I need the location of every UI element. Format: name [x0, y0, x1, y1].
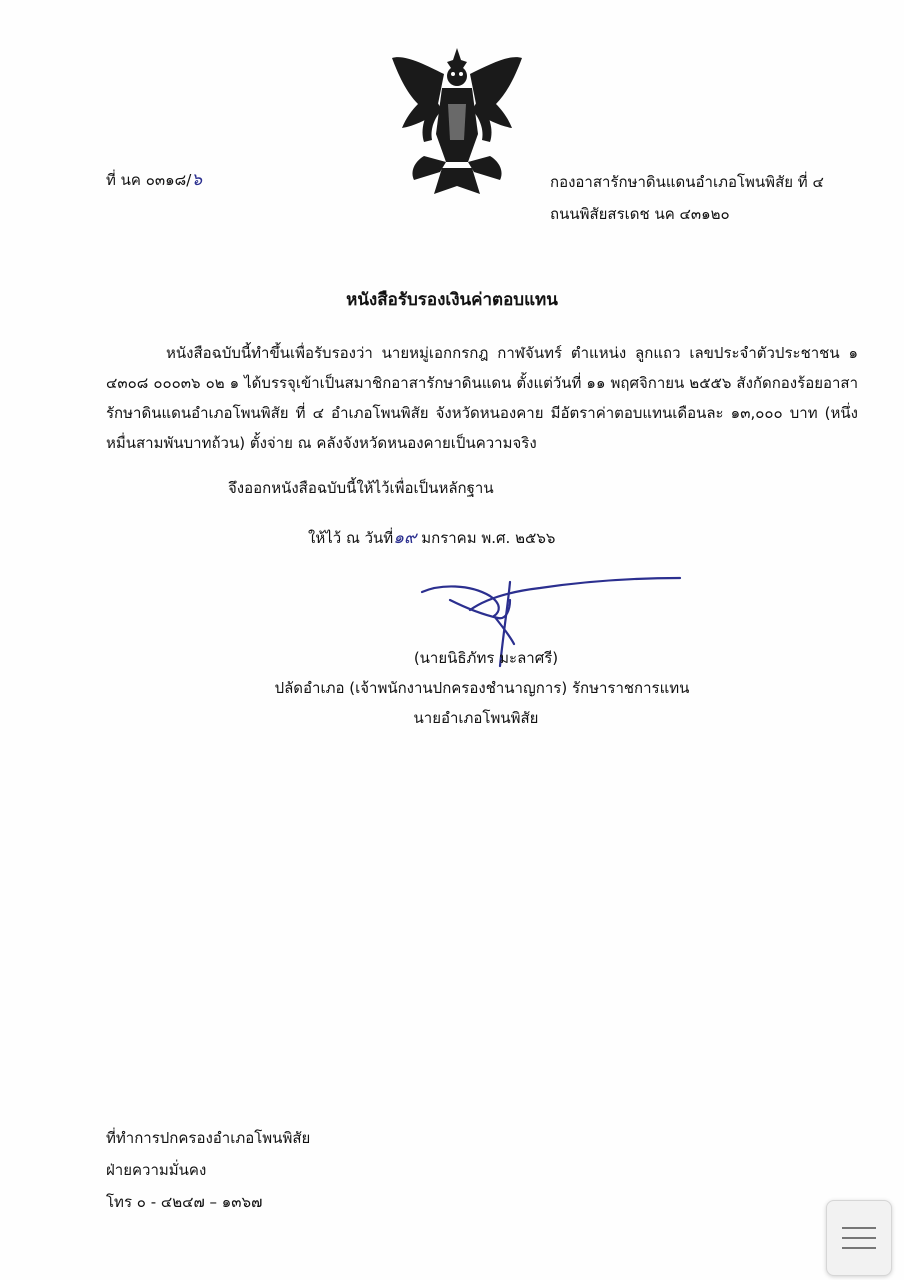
- given-date: [308, 524, 555, 551]
- reference-handwritten-number: ๖: [191, 170, 203, 190]
- reference-prefix: ที่ นค ๐๓๑๘/: [106, 171, 192, 189]
- sender-address: [550, 166, 824, 230]
- certificate-body-text: หนังสือฉบับนี้ทำขึ้นเพื่อรับรองว่า นายหมู่เอกกรกฎ กาฬจันทร์ ตำแหน่ง ลูกแถว เลขประจำตัวประชาชน ๑ ๔๓๐๘ ๐๐๐๓๖ ๐๒ ๑ ได้บรรจุเข้าเป็นสมาชิกอาสารักษาดินแดน ตั้งแต่วันที่ ๑๑ พฤศจิกายน ๒๕๕๖ สังกัดกองร้อยอาสารักษาดินแดนอำเภอโพนพิสัย ที่ ๔ อำเภอโพนพิสัย จังหวัดหนองคาย มีอัตราค่าตอบแทนเดือนละ ๑๓,๐๐๐ บาท (หนึ่งหมื่นสามพันบาทถ้วน) ตั้งจ่าย ณ คลังจังหวัดหนองคายเป็นความจริง: [106, 344, 858, 452]
- signatory-name: (นายนิธิภัทร มะลาศรี): [413, 649, 559, 667]
- menu-line: [842, 1227, 876, 1229]
- menu-line: [842, 1237, 876, 1239]
- issued-statement: จึงออกหนังสือฉบับนี้ให้ไว้เพื่อเป็นหลักฐาน: [228, 479, 494, 497]
- signatory-acting-for: นายอำเภอโพนพิสัย: [413, 709, 539, 727]
- address-line-2: ถนนพิสัยสรเดช นค ๔๓๑๒๐: [550, 205, 730, 223]
- footer-phone: โทร ๐ - ๔๒๔๗ – ๑๓๖๗: [106, 1193, 263, 1211]
- menu-line: [842, 1247, 876, 1249]
- given-date-suffix: มกราคม พ.ศ. ๒๕๖๖: [416, 529, 556, 547]
- footer-department: ฝ่ายความมั่นคง: [106, 1161, 207, 1179]
- document-title: หนังสือรับรองเงินค่าตอบแทน: [346, 290, 558, 310]
- document-reference-number: [106, 166, 202, 193]
- given-day-handwritten: ๑๙: [393, 528, 417, 548]
- address-line-1: กองอาสารักษาดินแดนอำเภอโพนพิสัย ที่ ๔: [550, 173, 824, 191]
- hamburger-menu-icon[interactable]: [826, 1200, 892, 1276]
- footer-office: ที่ทำการปกครองอำเภอโพนพิสัย: [106, 1129, 311, 1147]
- signatory-position: ปลัดอำเภอ (เจ้าพนักงานปกครองชำนาญการ) รักษาราชการแทน: [274, 679, 690, 697]
- given-date-prefix: ให้ไว้ ณ วันที่: [308, 529, 394, 547]
- garuda-emblem-icon: [384, 44, 530, 200]
- footer-contact: [106, 1122, 310, 1218]
- certificate-body: [106, 338, 858, 458]
